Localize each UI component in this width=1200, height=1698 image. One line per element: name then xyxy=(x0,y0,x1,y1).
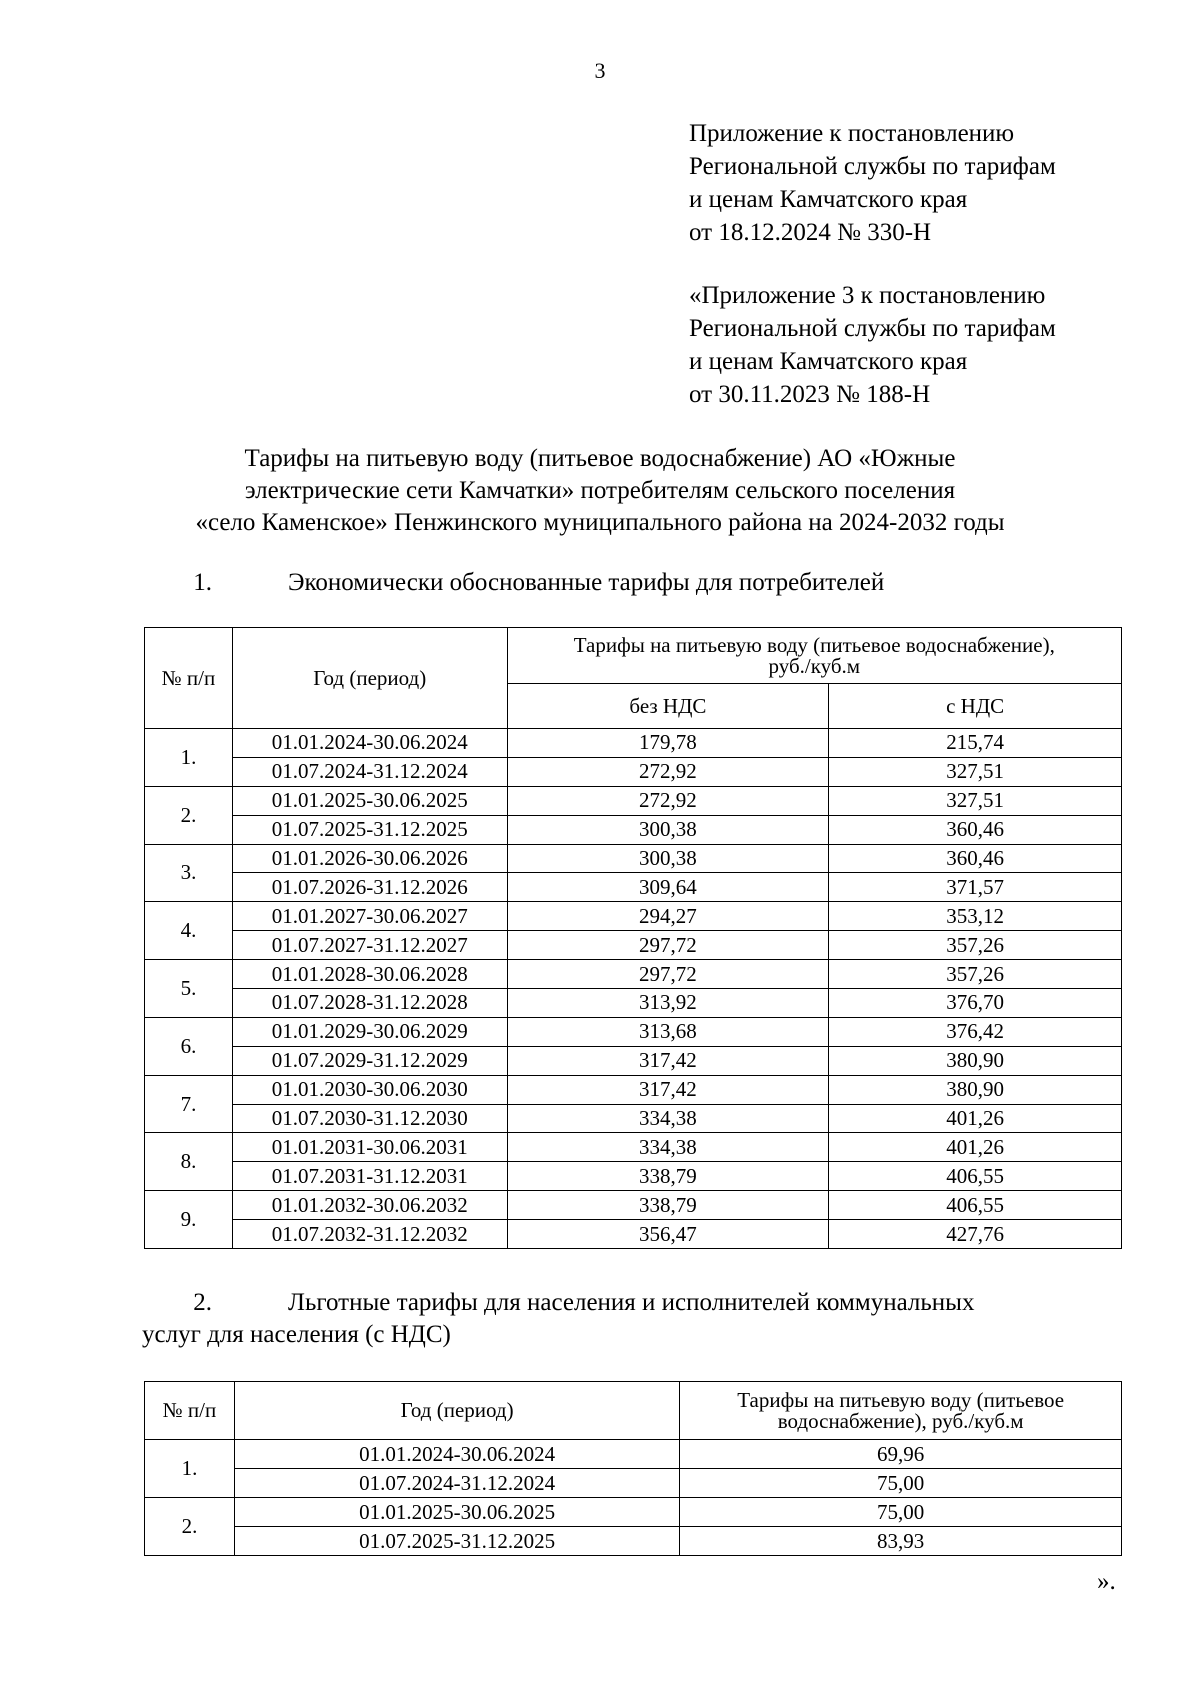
appendix-header-line: Приложение к постановлению xyxy=(689,120,1015,147)
period-cell: 01.07.2030-31.12.2030 xyxy=(232,1104,507,1133)
tariff-without-vat-cell: 334,38 xyxy=(507,1133,829,1162)
tariff-with-vat-cell: 401,26 xyxy=(829,1133,1122,1162)
period-cell: 01.01.2026-30.06.2026 xyxy=(232,844,507,873)
title-line: электрические сети Камчатки» потребителям сельского поселения xyxy=(244,477,956,504)
period-cell: 01.01.2031-30.06.2031 xyxy=(232,1133,507,1162)
table-row xyxy=(145,1527,1122,1556)
period-cell: 01.07.2024-31.12.2024 xyxy=(232,757,507,786)
row-number: 9. xyxy=(145,1191,233,1249)
tariff-without-vat-cell: 297,72 xyxy=(507,960,829,989)
tariff-without-vat-cell: 179,78 xyxy=(507,729,829,758)
appendix-reference-line: и ценам Камчатского края xyxy=(689,348,968,375)
row-number: 4. xyxy=(145,902,233,960)
row-number: 2. xyxy=(145,1498,235,1556)
tariff-with-vat-cell: 360,46 xyxy=(829,815,1122,844)
appendix-reference-line: «Приложение 3 к постановлению xyxy=(689,282,1046,309)
column-header-period: Год (период) xyxy=(232,628,507,729)
closing-quote: ». xyxy=(1097,1568,1116,1595)
period-cell: 01.01.2027-30.06.2027 xyxy=(232,902,507,931)
tariff-with-vat-cell: 215,74 xyxy=(829,729,1122,758)
row-number: 1. xyxy=(145,1440,235,1498)
appendix-header-line: и ценам Камчатского края xyxy=(689,186,968,213)
table-row xyxy=(145,1440,1122,1469)
table-row xyxy=(145,1075,1122,1104)
tariff-without-vat-cell: 309,64 xyxy=(507,873,829,902)
tariff-without-vat-cell: 317,42 xyxy=(507,1046,829,1075)
appendix-header-line: от 18.12.2024 № 330-Н xyxy=(689,219,932,246)
row-number: 5. xyxy=(145,960,233,1018)
economic-tariffs-table xyxy=(144,627,1122,1249)
period-cell: 01.07.2025-31.12.2025 xyxy=(232,815,507,844)
period-cell: 01.07.2027-31.12.2027 xyxy=(232,931,507,960)
column-header-with-vat: с НДС xyxy=(829,684,1122,729)
appendix-header-line: Региональной службы по тарифам xyxy=(689,153,1056,180)
column-header-tariff: Тарифы на питьевую воду (питьевое водоснабжение), руб./куб.м xyxy=(680,1382,1122,1440)
tariff-with-vat-cell: 380,90 xyxy=(829,1075,1122,1104)
table-row xyxy=(145,1220,1122,1249)
tariff-with-vat-cell: 357,26 xyxy=(829,931,1122,960)
period-cell: 01.01.2025-30.06.2025 xyxy=(234,1498,679,1527)
period-cell: 01.07.2031-31.12.2031 xyxy=(232,1162,507,1191)
tariff-without-vat-cell: 294,27 xyxy=(507,902,829,931)
table-row xyxy=(145,902,1122,931)
column-header-tariff: Тарифы на питьевую воду (питьевое водоснабжение), руб./куб.м xyxy=(507,628,1121,684)
tariff-without-vat-cell: 300,38 xyxy=(507,844,829,873)
period-cell: 01.01.2030-30.06.2030 xyxy=(232,1075,507,1104)
tariff-with-vat-cell: 360,46 xyxy=(829,844,1122,873)
tariff-without-vat-cell: 272,92 xyxy=(507,757,829,786)
period-cell: 01.07.2032-31.12.2032 xyxy=(232,1220,507,1249)
page-number: 3 xyxy=(594,58,606,83)
table-row xyxy=(145,960,1122,989)
period-cell: 01.07.2024-31.12.2024 xyxy=(234,1469,679,1498)
section-title: Экономически обоснованные тарифы для потребителей xyxy=(288,569,885,596)
column-header-number: № п/п xyxy=(145,628,233,729)
tariff-without-vat-cell: 297,72 xyxy=(507,931,829,960)
period-cell: 01.01.2029-30.06.2029 xyxy=(232,1017,507,1046)
row-number: 1. xyxy=(145,729,233,787)
tariff-with-vat-cell: 406,55 xyxy=(829,1162,1122,1191)
tariff-without-vat-cell: 313,68 xyxy=(507,1017,829,1046)
tariff-with-vat-cell: 376,70 xyxy=(829,989,1122,1018)
tariff-cell: 75,00 xyxy=(680,1469,1122,1498)
table-row xyxy=(145,1191,1122,1220)
table-row xyxy=(145,729,1122,758)
period-cell: 01.01.2024-30.06.2024 xyxy=(232,729,507,758)
row-number: 8. xyxy=(145,1133,233,1191)
table-row xyxy=(145,757,1122,786)
appendix-header xyxy=(689,117,1056,249)
tariff-with-vat-cell: 401,26 xyxy=(829,1104,1122,1133)
row-number: 7. xyxy=(145,1075,233,1133)
tariff-with-vat-cell: 327,51 xyxy=(829,786,1122,815)
appendix-reference xyxy=(689,279,1056,411)
column-header-without-vat: без НДС xyxy=(507,684,829,729)
period-cell: 01.01.2032-30.06.2032 xyxy=(232,1191,507,1220)
tariff-with-vat-cell: 380,90 xyxy=(829,1046,1122,1075)
tariff-cell: 69,96 xyxy=(680,1440,1122,1469)
column-header-period: Год (период) xyxy=(234,1382,679,1440)
row-number: 2. xyxy=(145,786,233,844)
period-cell: 01.07.2026-31.12.2026 xyxy=(232,873,507,902)
section-number: 1. xyxy=(193,569,212,596)
table-row xyxy=(145,1104,1122,1133)
section-title-continued: услуг для населения (с НДС) xyxy=(142,1321,451,1348)
table-row xyxy=(145,1133,1122,1162)
appendix-reference-line: Региональной службы по тарифам xyxy=(689,315,1056,342)
row-number: 6. xyxy=(145,1017,233,1075)
tariff-with-vat-cell: 353,12 xyxy=(829,902,1122,931)
document-title xyxy=(0,443,1200,539)
tariff-without-vat-cell: 272,92 xyxy=(507,786,829,815)
period-cell: 01.01.2025-30.06.2025 xyxy=(232,786,507,815)
table-row xyxy=(145,931,1122,960)
title-line: «село Каменское» Пенжинского муниципального района на 2024-2032 годы xyxy=(195,509,1005,536)
tariff-with-vat-cell: 357,26 xyxy=(829,960,1122,989)
table-row xyxy=(145,1162,1122,1191)
tariff-without-vat-cell: 300,38 xyxy=(507,815,829,844)
row-number: 3. xyxy=(145,844,233,902)
table-row xyxy=(145,844,1122,873)
tariff-cell: 83,93 xyxy=(680,1527,1122,1556)
section-1-heading xyxy=(142,567,884,599)
table-row xyxy=(145,989,1122,1018)
table-row xyxy=(145,1017,1122,1046)
section-2-heading xyxy=(142,1287,974,1351)
period-cell: 01.01.2024-30.06.2024 xyxy=(234,1440,679,1469)
tariff-without-vat-cell: 356,47 xyxy=(507,1220,829,1249)
period-cell: 01.07.2025-31.12.2025 xyxy=(234,1527,679,1556)
column-header-number: № п/п xyxy=(145,1382,235,1440)
section-number: 2. xyxy=(193,1289,212,1316)
tariff-without-vat-cell: 317,42 xyxy=(507,1075,829,1104)
table-row xyxy=(145,786,1122,815)
table-row xyxy=(145,1498,1122,1527)
tariff-with-vat-cell: 406,55 xyxy=(829,1191,1122,1220)
tariff-with-vat-cell: 371,57 xyxy=(829,873,1122,902)
title-line: Тарифы на питьевую воду (питьевое водоснабжение) АО «Южные xyxy=(244,445,956,472)
table-row xyxy=(145,1469,1122,1498)
table-row xyxy=(145,1046,1122,1075)
tariff-cell: 75,00 xyxy=(680,1498,1122,1527)
tariff-without-vat-cell: 334,38 xyxy=(507,1104,829,1133)
appendix-reference-line: от 30.11.2023 № 188-Н xyxy=(689,381,931,408)
preferential-tariffs-table xyxy=(144,1381,1122,1556)
tariff-with-vat-cell: 427,76 xyxy=(829,1220,1122,1249)
tariff-without-vat-cell: 338,79 xyxy=(507,1162,829,1191)
tariff-with-vat-cell: 327,51 xyxy=(829,757,1122,786)
tariff-with-vat-cell: 376,42 xyxy=(829,1017,1122,1046)
section-title: Льготные тарифы для населения и исполнителей коммунальных xyxy=(288,1289,975,1316)
table-row xyxy=(145,873,1122,902)
table-row xyxy=(145,815,1122,844)
period-cell: 01.01.2028-30.06.2028 xyxy=(232,960,507,989)
tariff-without-vat-cell: 313,92 xyxy=(507,989,829,1018)
tariff-without-vat-cell: 338,79 xyxy=(507,1191,829,1220)
period-cell: 01.07.2029-31.12.2029 xyxy=(232,1046,507,1075)
period-cell: 01.07.2028-31.12.2028 xyxy=(232,989,507,1018)
